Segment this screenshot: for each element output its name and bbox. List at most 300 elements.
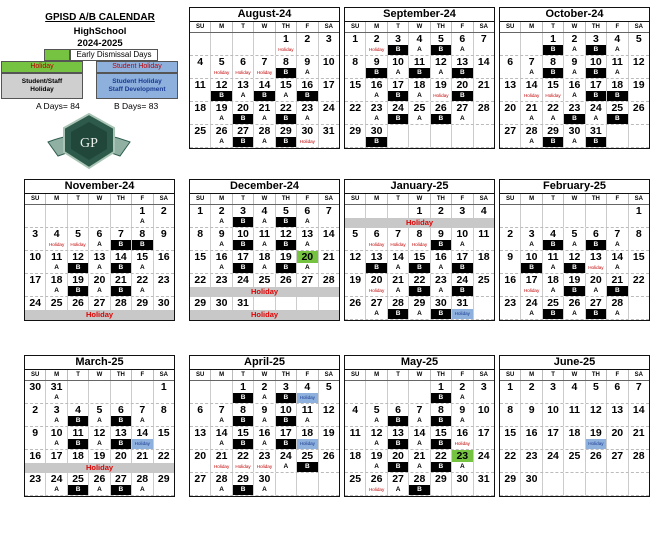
ab-day-marker: B (276, 439, 297, 449)
empty-cell (500, 217, 521, 227)
empty-cell (474, 45, 494, 55)
day-number: 7 (409, 404, 430, 416)
day-number (89, 381, 110, 393)
day-number: 29 (190, 297, 211, 309)
week-row (500, 228, 649, 251)
day-number (190, 381, 211, 393)
weekday-label: W (409, 22, 430, 32)
day-number (607, 205, 628, 217)
day-number: 2 (500, 228, 521, 240)
weekday-label: W (564, 370, 585, 380)
empty-cell (629, 217, 649, 227)
day-number: 19 (276, 251, 297, 263)
week-row (25, 274, 174, 297)
day-number: 24 (233, 274, 254, 286)
day-number: 31 (452, 297, 473, 309)
day-number: 22 (500, 450, 521, 462)
empty-cell (564, 462, 585, 472)
day-number: 15 (345, 79, 366, 91)
day-number: 31 (586, 125, 607, 137)
day-number: 4 (564, 381, 585, 393)
day-number: 10 (543, 404, 564, 416)
empty-cell (25, 217, 46, 227)
month-title: December-24 (190, 180, 339, 194)
week-row (345, 228, 494, 251)
weekday-label: SU (190, 22, 211, 32)
weekday-header (190, 22, 339, 33)
month-title: October-24 (500, 8, 649, 22)
ab-day-marker: A (388, 68, 409, 78)
day-number: 8 (409, 228, 430, 240)
weekday-label: TH (276, 370, 297, 380)
week-row (345, 381, 494, 404)
day-number: 2 (211, 205, 232, 217)
weekday-label: SU (25, 370, 46, 380)
day-number: 30 (366, 125, 387, 137)
week-row (500, 33, 649, 56)
week-row (190, 125, 339, 148)
ab-day-marker: A (297, 240, 318, 250)
day-number (89, 205, 110, 217)
day-number: 23 (452, 450, 473, 462)
week-row (500, 79, 649, 102)
ab-day-marker: A (46, 485, 67, 495)
day-number: 1 (276, 33, 297, 45)
day-number: 7 (111, 228, 132, 240)
empty-cell (629, 485, 649, 495)
day-number (474, 125, 494, 137)
day-number: 28 (607, 297, 628, 309)
day-number: 1 (409, 205, 430, 217)
weekday-label: SU (500, 194, 521, 204)
empty-cell (500, 263, 521, 273)
weekday-label: SA (634, 372, 643, 378)
day-number: 13 (366, 251, 387, 263)
weekday-header (190, 194, 339, 205)
ab-day-marker: B (452, 91, 473, 101)
empty-cell (409, 393, 430, 403)
holiday-marker: Holiday (211, 68, 232, 78)
empty-cell (409, 137, 430, 147)
week-row (25, 427, 174, 450)
day-number (111, 205, 132, 217)
weekday-label: F (452, 370, 473, 380)
holiday-marker: Holiday (254, 68, 275, 78)
empty-cell (190, 485, 211, 495)
ab-day-marker: B (111, 485, 132, 495)
student-holiday-marker: Holiday (297, 393, 318, 403)
empty-cell (154, 286, 174, 296)
empty-cell (564, 439, 585, 449)
day-number: 1 (543, 33, 564, 45)
ab-day-marker: B (111, 416, 132, 426)
day-number: 21 (132, 450, 153, 462)
day-number: 2 (431, 205, 452, 217)
day-number (607, 473, 628, 485)
day-number: 19 (345, 274, 366, 286)
day-number: 9 (366, 56, 387, 68)
day-number: 18 (477, 251, 490, 263)
day-number: 29 (543, 125, 564, 137)
ab-day-marker: B (452, 263, 473, 273)
holiday-marker: Holiday (431, 91, 452, 101)
ab-day-marker: A (452, 45, 473, 55)
week-row (25, 251, 174, 274)
day-number: 9 (564, 56, 585, 68)
ab-day-marker: A (452, 114, 473, 124)
week-row (25, 450, 174, 473)
day-number: 19 (322, 427, 335, 439)
weekday-label: M (521, 370, 542, 380)
week-row (190, 102, 339, 125)
ab-day-marker: B (233, 485, 254, 495)
empty-cell (345, 68, 366, 78)
weekday-label: W (254, 194, 275, 204)
calendar-title: GPISD A/B CALENDAR (45, 12, 155, 23)
day-number: 13 (297, 228, 318, 240)
day-number (254, 297, 275, 309)
month-october-24 (499, 7, 650, 149)
day-number: 19 (68, 274, 89, 286)
week-row (190, 79, 339, 102)
day-number: 10 (322, 56, 335, 68)
weekday-label: M (366, 22, 387, 32)
day-number: 2 (297, 33, 318, 45)
ab-day-marker: B (68, 416, 89, 426)
empty-cell (500, 416, 521, 426)
empty-cell (297, 45, 318, 55)
ab-day-marker: A (297, 68, 318, 78)
day-number (474, 297, 494, 309)
day-number: 6 (366, 228, 387, 240)
empty-cell (233, 45, 254, 55)
ab-day-marker: B (68, 485, 89, 495)
empty-cell (89, 217, 110, 227)
day-number (629, 297, 649, 309)
month-march-25 (24, 355, 175, 497)
day-number: 9 (431, 228, 452, 240)
ab-day-marker: A (89, 485, 110, 495)
day-number: 29 (409, 297, 430, 309)
day-number: 28 (521, 125, 542, 137)
week-row (500, 274, 649, 297)
ab-day-marker: A (452, 416, 473, 426)
ab-day-marker: A (388, 286, 409, 296)
week-row (190, 450, 339, 473)
day-number: 11 (46, 251, 67, 263)
empty-cell (474, 286, 494, 296)
day-number: 25 (477, 274, 490, 286)
empty-cell (154, 217, 174, 227)
day-number: 6 (190, 404, 211, 416)
day-number (276, 473, 297, 485)
day-number: 14 (132, 427, 153, 439)
empty-cell (319, 416, 339, 426)
weekday-label: SA (634, 24, 643, 30)
day-number: 27 (297, 274, 318, 286)
empty-cell (543, 217, 564, 227)
day-number: 9 (452, 404, 473, 416)
weekday-label: F (452, 22, 473, 32)
week-row (190, 473, 339, 496)
empty-cell (607, 217, 628, 227)
empty-cell (586, 217, 607, 227)
ab-day-marker: B (297, 91, 318, 101)
day-number: 9 (160, 228, 167, 240)
day-number (564, 205, 585, 217)
day-number: 25 (254, 274, 275, 286)
day-number: 8 (233, 404, 254, 416)
empty-cell (154, 240, 174, 250)
ab-day-marker: A (89, 286, 110, 296)
day-number: 14 (632, 404, 645, 416)
day-number: 18 (68, 450, 89, 462)
ab-day-marker: B (543, 309, 564, 319)
ab-day-marker: A (607, 263, 628, 273)
empty-cell (345, 114, 366, 124)
day-number: 15 (543, 79, 564, 91)
day-number: 3 (325, 33, 332, 45)
ab-day-marker: A (254, 240, 275, 250)
day-number: 2 (254, 381, 275, 393)
empty-cell (521, 416, 542, 426)
ab-day-marker: A (366, 309, 387, 319)
day-number: 14 (211, 427, 232, 439)
empty-cell (297, 485, 318, 495)
weekday-label: T (388, 370, 409, 380)
day-number: 15 (157, 427, 170, 439)
empty-cell (629, 462, 649, 472)
empty-cell (474, 462, 494, 472)
ab-day-marker: A (521, 68, 542, 78)
day-number: 13 (500, 79, 521, 91)
day-number: 8 (132, 228, 153, 240)
weekday-header (190, 370, 339, 381)
day-number: 17 (452, 251, 473, 263)
empty-cell (345, 485, 366, 495)
day-number: 6 (297, 205, 318, 217)
seal-letters: GP (80, 136, 98, 151)
ab-day-marker: B (543, 45, 564, 55)
b-days-count: B Days= 83 (114, 101, 159, 111)
day-number: 5 (89, 404, 110, 416)
ab-day-marker: B (111, 240, 132, 250)
day-number: 1 (500, 381, 521, 393)
week-row (190, 297, 339, 320)
day-number: 16 (521, 427, 542, 439)
holiday-marker: Holiday (388, 240, 409, 250)
day-number: 21 (409, 450, 430, 462)
weekday-label: TH (586, 370, 607, 380)
day-number: 1 (345, 33, 366, 45)
day-number: 3 (521, 228, 542, 240)
ab-day-marker: A (409, 439, 430, 449)
day-number: 27 (500, 125, 521, 137)
day-number: 11 (564, 404, 585, 416)
day-number: 6 (388, 404, 409, 416)
day-number: 5 (68, 228, 89, 240)
holiday-marker: Holiday (521, 286, 542, 296)
ab-day-marker: B (431, 114, 452, 124)
day-number: 18 (607, 79, 628, 91)
day-number: 7 (254, 56, 275, 68)
day-number: 17 (521, 274, 542, 286)
day-number (409, 381, 430, 393)
empty-cell (154, 485, 174, 495)
day-number: 18 (543, 274, 564, 286)
ab-day-marker: A (132, 263, 153, 273)
day-number: 9 (521, 404, 542, 416)
empty-cell (319, 240, 339, 250)
day-number: 10 (46, 427, 67, 439)
weekday-label: TH (431, 194, 452, 204)
ab-day-marker: B (409, 286, 430, 296)
ab-day-marker: B (452, 286, 473, 296)
day-number: 2 (366, 33, 387, 45)
ab-day-marker: B (111, 286, 132, 296)
day-number: 7 (607, 228, 628, 240)
day-number: 12 (345, 251, 366, 263)
day-number: 26 (68, 297, 89, 309)
empty-cell (474, 485, 494, 495)
day-number: 3 (276, 381, 297, 393)
day-number: 26 (345, 297, 366, 309)
day-number: 18 (564, 427, 585, 439)
day-number: 28 (322, 274, 335, 286)
day-number: 5 (325, 381, 332, 393)
week-row (500, 404, 649, 427)
empty-cell (345, 309, 366, 319)
day-number: 19 (89, 450, 110, 462)
day-number: 22 (233, 450, 254, 462)
day-number (521, 33, 542, 45)
day-number: 5 (564, 228, 585, 240)
empty-cell (500, 485, 521, 495)
month-may-25 (344, 355, 495, 497)
weekday-label: F (297, 22, 318, 32)
ab-day-marker: B (132, 240, 153, 250)
ab-day-marker: A (254, 393, 275, 403)
day-number: 5 (211, 56, 232, 68)
ab-day-marker: A (564, 240, 585, 250)
weekday-label: F (132, 194, 153, 204)
day-number: 24 (521, 297, 542, 309)
day-number: 5 (345, 228, 366, 240)
day-number: 17 (233, 251, 254, 263)
day-number: 30 (297, 125, 318, 137)
weekday-label: SA (634, 196, 643, 202)
day-number: 17 (322, 79, 335, 91)
day-number: 25 (607, 102, 628, 114)
empty-cell (474, 91, 494, 101)
day-number: 18 (409, 79, 430, 91)
staff-development-legend: Student Holiday Staff Development (96, 73, 178, 99)
day-number: 14 (607, 251, 628, 263)
week-row (500, 205, 649, 228)
ab-day-marker: A (452, 462, 473, 472)
week-row (190, 56, 339, 79)
empty-cell (25, 416, 46, 426)
day-number: 17 (276, 427, 297, 439)
empty-cell (276, 485, 297, 495)
ab-day-marker: B (586, 240, 607, 250)
ab-day-marker: A (46, 286, 67, 296)
day-number (586, 205, 607, 217)
day-number (366, 381, 387, 393)
empty-cell (607, 137, 628, 147)
ab-day-marker: B (431, 45, 452, 55)
week-row (500, 427, 649, 450)
weekday-label: SA (324, 196, 333, 202)
day-number: 6 (233, 56, 254, 68)
ab-day-marker: A (211, 439, 232, 449)
day-number: 30 (452, 473, 473, 485)
week-row (190, 33, 339, 56)
ab-day-marker: A (452, 240, 473, 250)
day-number: 19 (632, 79, 645, 91)
ab-day-marker: B (431, 309, 452, 319)
day-number: 21 (211, 450, 232, 462)
empty-cell (190, 439, 211, 449)
empty-cell (154, 439, 174, 449)
week-row (190, 274, 339, 297)
ab-day-marker: A (521, 114, 542, 124)
day-number: 25 (190, 125, 211, 137)
weekday-label: W (564, 22, 585, 32)
empty-cell (366, 393, 387, 403)
day-number: 4 (46, 228, 67, 240)
day-number: 24 (452, 274, 473, 286)
empty-cell (319, 91, 339, 101)
empty-cell (500, 137, 521, 147)
weekday-label: T (233, 22, 254, 32)
ab-day-marker: A (366, 439, 387, 449)
weekday-label: M (366, 194, 387, 204)
day-number: 9 (211, 228, 232, 240)
day-number (586, 473, 607, 485)
day-number: 12 (632, 56, 645, 68)
month-title: February-25 (500, 180, 649, 194)
empty-cell (586, 416, 607, 426)
day-number: 3 (543, 381, 564, 393)
weekday-label: T (543, 194, 564, 204)
day-number (190, 33, 211, 45)
day-number: 23 (25, 473, 46, 485)
day-number: 20 (500, 102, 521, 114)
empty-cell (500, 114, 521, 124)
empty-cell (345, 462, 366, 472)
day-number: 24 (586, 102, 607, 114)
holiday-band: Holiday (25, 310, 174, 320)
day-number (111, 381, 132, 393)
ab-day-marker: B (388, 114, 409, 124)
day-number: 21 (477, 79, 490, 91)
ab-day-marker: A (431, 286, 452, 296)
weekday-label: W (409, 370, 430, 380)
weekday-label: SA (159, 372, 168, 378)
day-number: 19 (211, 102, 232, 114)
day-number (388, 205, 409, 217)
week-row (345, 450, 494, 473)
holiday-marker: Holiday (297, 137, 318, 147)
empty-cell (190, 462, 211, 472)
empty-cell (500, 45, 521, 55)
day-number: 21 (521, 102, 542, 114)
ab-day-marker: A (586, 286, 607, 296)
day-number (388, 125, 409, 137)
weekday-label: W (89, 370, 110, 380)
ab-day-marker: A (276, 91, 297, 101)
